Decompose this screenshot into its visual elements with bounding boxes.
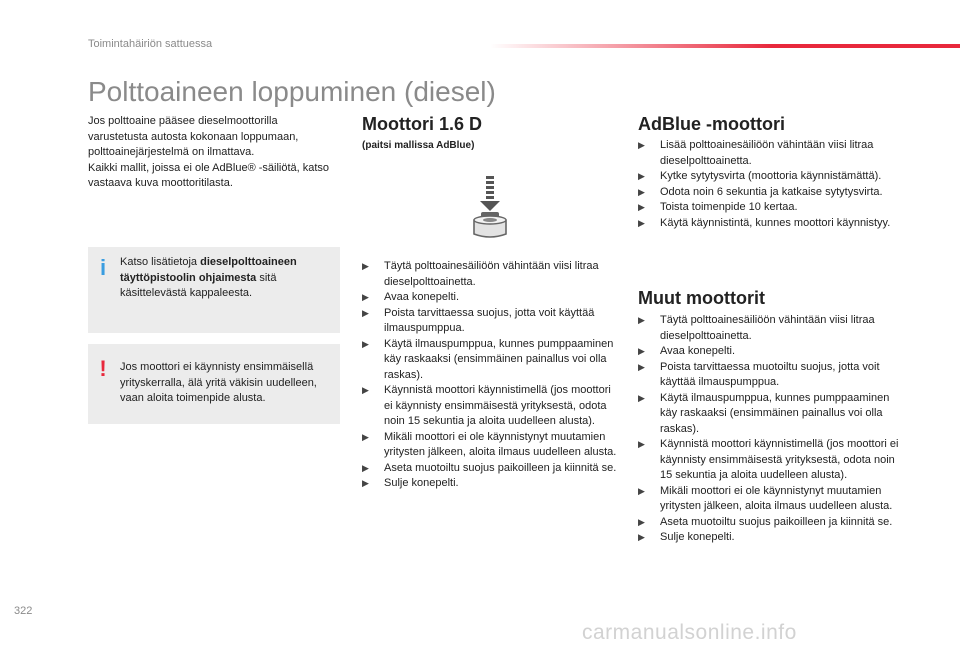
- triangle-bullet-icon: ▶: [362, 478, 369, 488]
- list-item: ▶ Käynnistä moottori käynnistimellä (jos moottori ei käynnisty ensimmäisestä yrityksestä, odota noin 15 sekuntia ja aloita uudelleen alusta).: [638, 438, 899, 481]
- triangle-bullet-icon: ▶: [638, 392, 645, 403]
- engine-16d-heading: Moottori 1.6 D: [362, 114, 482, 134]
- triangle-bullet-icon: ▶: [638, 361, 645, 372]
- triangle-bullet-icon: ▶: [362, 292, 369, 302]
- engine-16d-steps: [362, 259, 622, 492]
- list-item: ▶ Sulje konepelti.: [638, 530, 908, 546]
- list-item: ▶ Odota noin 6 sekuntia ja katkaise sytytysvirta.: [638, 185, 908, 201]
- hand-pump-icon: [468, 176, 512, 246]
- triangle-bullet-icon: ▶: [362, 431, 369, 442]
- list-item: ▶ Avaa konepelti.: [638, 344, 908, 360]
- list-item: ▶ Käytä käynnistintä, kunnes moottori käynnistyy.: [638, 216, 908, 232]
- other-engines-heading: Muut moottorit: [638, 288, 765, 308]
- triangle-bullet-icon: ▶: [638, 516, 645, 527]
- engine-16d-subtitle: (paitsi mallissa AdBlue): [362, 140, 475, 151]
- list-item: ▶ Avaa konepelti.: [362, 290, 622, 306]
- info-text-before: Katso lisätietoja: [120, 256, 201, 268]
- triangle-bullet-icon: ▶: [638, 439, 645, 449]
- list-item: ▶ Poista tarvittaessa muotoiltu suojus, jotta voit käyttää ilmauspumppua.: [638, 360, 880, 388]
- triangle-bullet-icon: ▶: [638, 485, 645, 496]
- triangle-bullet-icon: ▶: [362, 261, 369, 271]
- triangle-bullet-icon: ▶: [638, 532, 645, 542]
- adblue-heading: AdBlue -moottori: [638, 114, 785, 134]
- info-icon: i: [99, 255, 107, 280]
- warning-box: [88, 344, 340, 424]
- triangle-bullet-icon: ▶: [362, 385, 369, 395]
- list-item: ▶ Täytä polttoainesäiliöön vähintään viisi litraa dieselpolttoainetta.: [362, 260, 599, 288]
- adblue-steps: [638, 138, 908, 231]
- triangle-bullet-icon: ▶: [638, 315, 645, 325]
- info-text-after: sitä käsittelevästä kappaleesta.: [120, 271, 277, 299]
- triangle-bullet-icon: ▶: [362, 307, 369, 318]
- header-accent-bar: [490, 44, 960, 48]
- list-item: ▶ Toista toimenpide 10 kertaa.: [638, 200, 908, 216]
- info-box-text: [120, 255, 332, 302]
- triangle-bullet-icon: ▶: [638, 171, 645, 181]
- triangle-bullet-icon: ▶: [638, 202, 645, 212]
- list-item: ▶ Käytä ilmauspumppua, kunnes pumppaaminen käy raskaaksi (ensimmäinen painallus voi olla raskas).: [362, 337, 614, 381]
- triangle-bullet-icon: ▶: [638, 346, 645, 356]
- list-item: ▶ Aseta muotoiltu suojus paikoilleen ja kiinnitä se.: [638, 515, 908, 531]
- list-item: ▶ Lisää polttoainesäiliöön vähintään viisi litraa dieselpolttoainetta.: [638, 139, 874, 167]
- list-item: ▶ Poista tarvittaessa suojus, jotta voit käyttää ilmauspumppua.: [362, 306, 595, 334]
- list-item: ▶ Aseta muotoiltu suojus paikoilleen ja kiinnitä se.: [362, 461, 622, 477]
- info-box: [88, 247, 340, 333]
- triangle-bullet-icon: ▶: [362, 462, 369, 473]
- triangle-bullet-icon: ▶: [638, 217, 645, 228]
- triangle-bullet-icon: ▶: [638, 186, 645, 197]
- list-item: ▶ Mikäli moottori ei ole käynnistynyt muutamien yritysten jälkeen, aloita ilmaus uudelleen alusta.: [638, 484, 893, 512]
- section-label: Toimintahäiriön sattuessa: [88, 38, 213, 50]
- list-item: ▶ Sulje konepelti.: [362, 476, 622, 492]
- other-engines-steps: [638, 313, 908, 546]
- list-item: ▶ Käynnistä moottori käynnistimellä (jos moottori ei käynnisty ensimmäisestä yrityksestä, odota noin 15 sekuntia ja aloita uudelleen alusta).: [362, 384, 611, 427]
- list-item: ▶ Mikäli moottori ei ole käynnistynyt muutamien yritysten jälkeen, aloita ilmaus uudelleen alusta.: [362, 430, 617, 458]
- list-item: ▶ Kytke sytytysvirta (moottoria käynnistämättä).: [638, 169, 908, 185]
- watermark: carmanualsonline.info: [582, 621, 797, 644]
- warning-icon: !: [99, 356, 107, 381]
- list-item: ▶ Täytä polttoainesäiliöön vähintään viisi litraa dieselpolttoainetta.: [638, 314, 875, 342]
- page-title: Polttoaineen loppuminen (diesel): [88, 76, 496, 107]
- page-number: 322: [14, 605, 33, 617]
- warning-box-text: Jos moottori ei käynnisty ensimmäisellä yrityskerralla, älä yritä väkisin uudelleen, vaan aloita toimenpide alusta.: [120, 361, 317, 404]
- intro-paragraph: Kaikki mallit, joissa ei ole AdBlue® -säiliötä, katso vastaava kuva moottoritilasta.: [88, 161, 330, 189]
- info-text-bold: dieselpolttoaineen täyttöpistoolin ohjaimesta: [120, 256, 297, 284]
- intro-text: [88, 114, 338, 192]
- triangle-bullet-icon: ▶: [638, 140, 645, 150]
- intro-paragraph: Jos polttoaine pääsee dieselmoottorilla varustetusta autosta kokonaan loppumaan, polttoainejärjestelmä on ilmattava.: [88, 115, 299, 158]
- triangle-bullet-icon: ▶: [362, 338, 369, 349]
- list-item: ▶ Käytä ilmauspumppua, kunnes pumppaaminen käy raskaaksi (ensimmäinen painallus voi olla raskas).: [638, 391, 890, 435]
